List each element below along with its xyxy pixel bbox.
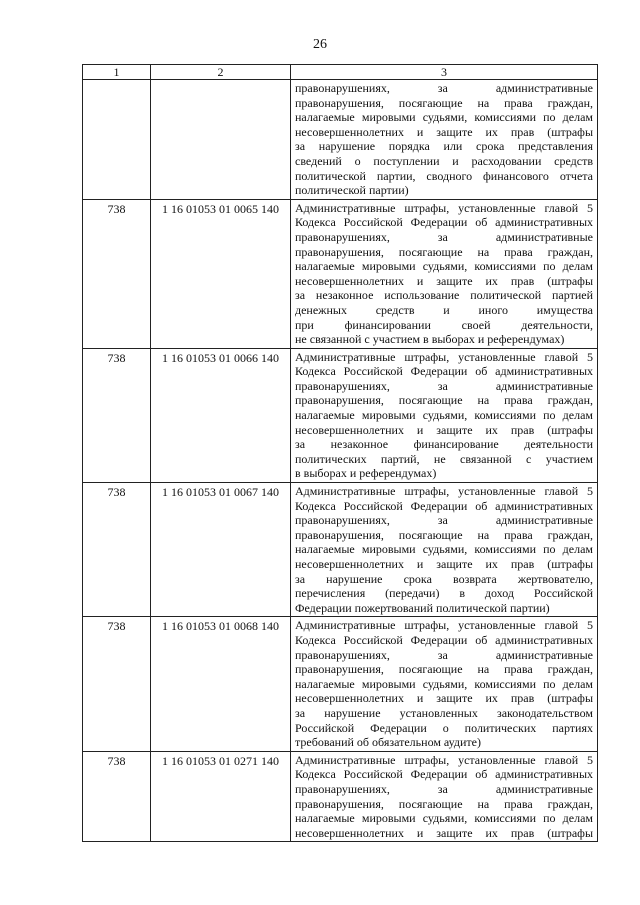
table-row: [83, 348, 598, 482]
description-line: налагаемые мировыми судьями, комиссиями по делам: [295, 676, 593, 691]
description-line: правонарушениях, за административные: [295, 229, 593, 244]
description-line: политических партий, не связанной с участием: [295, 451, 593, 466]
description-line: не связанной с участием в выборах и референдумах): [295, 332, 565, 347]
description-line: Административные штрафы, установленные главой 5: [295, 200, 593, 215]
description-line: правонарушениях, за административные: [295, 81, 593, 95]
description-cell: [291, 199, 598, 348]
table-row: [83, 617, 598, 751]
description-line: требований об обязательном аудите): [295, 735, 481, 750]
description-line: политической партии): [295, 183, 409, 198]
description-line: за незаконное использование политической партией: [295, 288, 593, 303]
table-row: [83, 199, 598, 348]
description-line: за нарушение установленных законодательством: [295, 705, 593, 720]
description-line: правонарушения, посягающие на права граждан,: [295, 393, 593, 408]
description-line: Административные штрафы, установленные главой 5: [295, 752, 593, 767]
description-line: правонарушениях, за административные: [295, 781, 593, 796]
description-line: в выборах и референдумах): [295, 466, 437, 481]
description-line: несовершеннолетних и защите их прав (штрафы: [295, 691, 593, 706]
description-line: налагаемые мировыми судьями, комиссиями по делам: [295, 542, 593, 557]
description-line: несовершеннолетних и защите их прав (штрафы: [295, 557, 593, 571]
description-line: Кодекса Российской Федерации об административных: [295, 767, 593, 782]
admin-code-cell: 738: [83, 751, 151, 842]
description-line: Кодекса Российской Федерации об административных: [295, 364, 593, 379]
description-line: налагаемые мировыми судьями, комиссиями по делам: [295, 110, 593, 125]
description-line: несовершеннолетних и защите их прав (штрафы: [295, 124, 593, 139]
description-line: правонарушения, посягающие на права граждан,: [295, 95, 593, 110]
description-cell: [291, 348, 598, 482]
description-line: правонарушениях, за административные: [295, 647, 593, 662]
table-row: [83, 483, 598, 617]
description-line: налагаемые мировыми судьями, комиссиями по делам: [295, 259, 593, 274]
description-line: правонарушениях, за административные: [295, 378, 593, 393]
description-line: Федерации пожертвований политической партии): [295, 600, 550, 615]
kbk-code-cell: 1 16 01053 01 0066 140: [151, 348, 291, 482]
description-line: налагаемые мировыми судьями, комиссиями по делам: [295, 811, 593, 826]
table-row: [83, 80, 598, 200]
column-header-3: 3: [291, 65, 598, 80]
description-line: Административные штрафы, установленные главой 5: [295, 618, 593, 633]
admin-code-cell: 738: [83, 617, 151, 751]
page-number: 26: [313, 37, 327, 52]
description-line: Административные штрафы, установленные главой 5: [295, 349, 593, 364]
table-header-row: [83, 65, 598, 80]
description-line: Кодекса Российской Федерации об административных: [295, 215, 593, 230]
description-line: несовершеннолетних и защите их прав (штрафы: [295, 825, 593, 840]
description-line: Российской Федерации о политических партиях: [295, 720, 593, 735]
description-line: правонарушениях, за административные: [295, 513, 593, 528]
description-line: правонарушения, посягающие на права граждан,: [295, 796, 593, 811]
kbk-code-cell: 1 16 01053 01 0065 140: [151, 199, 291, 348]
admin-code-cell: 738: [83, 199, 151, 348]
description-line: налагаемые мировыми судьями, комиссиями по делам: [295, 408, 593, 423]
description-cell: [291, 483, 598, 617]
admin-code-cell: [83, 80, 151, 200]
kbk-code-cell: 1 16 01053 01 0067 140: [151, 483, 291, 617]
admin-code-cell: 738: [83, 348, 151, 482]
description-line: правонарушения, посягающие на права граждан,: [295, 527, 593, 542]
description-line: политической партии, сводного финансового отчета: [295, 168, 593, 183]
description-cell: [291, 617, 598, 751]
description-line: сведений о поступлении и расходовании средств: [295, 153, 593, 168]
description-line: за нарушение срока возврата жертвователю,: [295, 571, 593, 586]
description-line: перечисления (передачи) в доход Российской: [295, 586, 593, 601]
kbk-code-cell: 1 16 01053 01 0068 140: [151, 617, 291, 751]
column-header-1: 1: [83, 65, 151, 80]
kbk-code-cell: 1 16 01053 01 0271 140: [151, 751, 291, 842]
description-line: Кодекса Российской Федерации об административных: [295, 498, 593, 513]
admin-code-cell: 738: [83, 483, 151, 617]
description-line: денежных средств и иного имущества: [295, 302, 593, 317]
column-header-2: 2: [151, 65, 291, 80]
description-line: правонарушения, посягающие на права граждан,: [295, 244, 593, 259]
description-line: за незаконное финансирование деятельности: [295, 437, 593, 452]
kbk-code-cell: [151, 80, 291, 200]
description-line: несовершеннолетних и защите их прав (штрафы: [295, 422, 593, 437]
description-cell: [291, 80, 598, 200]
description-line: при финансировании своей деятельности,: [295, 317, 593, 332]
table-row: [83, 751, 598, 842]
description-line: Административные штрафы, установленные главой 5: [295, 484, 593, 499]
description-line: правонарушения, посягающие на права граждан,: [295, 662, 593, 677]
description-line: несовершеннолетних и защите их прав (штрафы: [295, 273, 593, 288]
description-line: за нарушение порядка или срока представления: [295, 139, 593, 154]
table-body: [83, 80, 598, 842]
description-line: Кодекса Российской Федерации об административных: [295, 632, 593, 647]
kbk-table: [82, 64, 598, 842]
description-cell: [291, 751, 598, 842]
